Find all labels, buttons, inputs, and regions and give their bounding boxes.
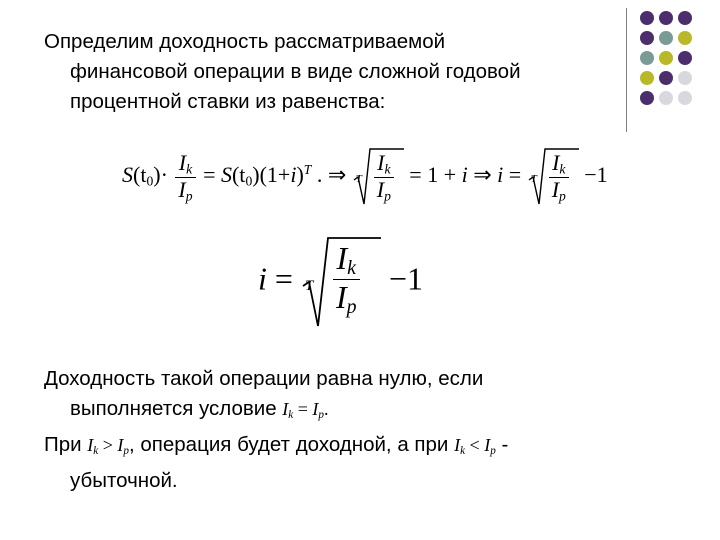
formula2-root: [301, 234, 381, 330]
decorative-dot: [640, 31, 654, 45]
formula1-subscript-p: p: [185, 188, 193, 204]
formula1-fraction-numerator: I: [178, 149, 187, 175]
formula1-fraction-1: [175, 151, 195, 203]
formula2-minus-one: −1: [388, 260, 423, 297]
condition-equal: $I_k = I_p$.: [282, 399, 329, 421]
conclusion-line-3-end: -: [501, 432, 509, 456]
conclusion-line-3: [44, 430, 508, 466]
formula1-root-numerator: I: [377, 150, 385, 175]
decorative-dot: [659, 91, 673, 105]
decorative-vertical-line: [626, 8, 627, 132]
decorative-dot: [678, 51, 692, 65]
formula2-numerator: I: [336, 240, 348, 276]
intro-line-3: процентной ставки из равенства:: [70, 90, 386, 113]
decorative-dot: [659, 71, 673, 85]
formula1-root-subscript-p: p: [384, 188, 391, 204]
intro-paragraph: [44, 27, 521, 117]
decorative-dot: [678, 11, 692, 25]
formula1-root-2: [527, 146, 579, 208]
decorative-dot: [659, 11, 673, 25]
formula1-t0-open: (t: [133, 162, 147, 188]
formula2-equals: =: [274, 260, 293, 297]
conclusion-line-2: [44, 394, 508, 430]
formula2-subscript-p: p: [346, 295, 357, 318]
decorative-dot: [678, 31, 692, 45]
formula1-root2-numerator: I: [552, 150, 560, 175]
formula1-root2-denominator: I: [551, 176, 560, 202]
formula1-equals-one-plus: = 1 +: [409, 162, 457, 188]
intro-line-1: Определим доходность рассматриваемой: [44, 30, 446, 53]
formula1-equals-3: =: [508, 162, 522, 188]
formula1-s-2: S: [220, 162, 232, 188]
formula1-root2-fraction: [549, 151, 569, 203]
decorative-dot: [659, 51, 673, 65]
formula1-implies: . ⇒: [316, 162, 347, 188]
decorative-dot: [659, 31, 673, 45]
formula1-t0b-sub: 0: [245, 173, 253, 189]
formula1-t0-sub: 0: [146, 173, 154, 189]
conclusion-line-1: Доходность такой операции равна нулю, если: [44, 367, 484, 390]
decorative-dot: [640, 11, 654, 25]
condition-greater: $I_k > I_p$: [87, 434, 129, 457]
formula1-s: S: [122, 162, 133, 188]
formula1-close-paren: ): [296, 162, 304, 188]
decorative-dot-grid: [640, 11, 704, 117]
condition-less: $I_k < I_p$: [454, 434, 496, 457]
formula1-i-2: i: [461, 162, 468, 188]
formula1-equals: =: [203, 162, 216, 188]
decorative-dot: [678, 91, 692, 105]
conclusion-line-2-text: выполняется условие: [70, 397, 277, 420]
decorative-dot: [640, 51, 654, 65]
formula1-root-fraction: [374, 151, 394, 203]
conclusion-line-3-mid: , операция будет доходной, а при: [128, 432, 449, 456]
conclusion-line-4: убыточной.: [70, 468, 178, 492]
formula2-root-index: T: [304, 278, 314, 295]
formula-equation-1: [122, 146, 608, 208]
formula1-root-subscript-k: k: [384, 161, 391, 177]
formula1-exponent-T: T: [303, 161, 312, 177]
conclusion-paragraph: [44, 364, 508, 496]
decorative-dot: [640, 91, 654, 105]
formula1-root-index: T: [355, 173, 362, 186]
formula1-root-1: [352, 146, 404, 208]
formula1-i-3: i: [497, 162, 504, 188]
formula1-root2-subscript-p: p: [559, 188, 566, 204]
conclusion-line-3-pri: При: [44, 432, 82, 456]
decorative-dot: [678, 71, 692, 85]
formula1-i: i: [290, 162, 297, 188]
formula1-root-denominator: I: [376, 176, 385, 202]
formula2-root-fraction: [333, 242, 360, 319]
formula1-root2-index: T: [530, 173, 537, 186]
formula1-subscript-k: k: [186, 161, 193, 177]
formula1-t0-close: )·: [153, 162, 168, 188]
formula2-subscript-k: k: [347, 256, 356, 279]
decorative-dot: [640, 71, 654, 85]
formula1-fraction-denominator: I: [178, 176, 186, 202]
formula2-denominator: I: [335, 278, 347, 315]
formula-equation-2: [258, 234, 423, 330]
formula2-i: i: [258, 260, 267, 297]
formula1-t0b-close: )(1+: [252, 162, 291, 188]
formula1-minus-one: −1: [584, 162, 608, 188]
formula1-t0b-open: (t: [231, 162, 246, 188]
intro-line-2: финансовой операции в виде сложной годовой: [70, 60, 521, 83]
formula1-implies-2: ⇒: [473, 162, 492, 188]
formula1-root2-subscript-k: k: [559, 161, 566, 177]
